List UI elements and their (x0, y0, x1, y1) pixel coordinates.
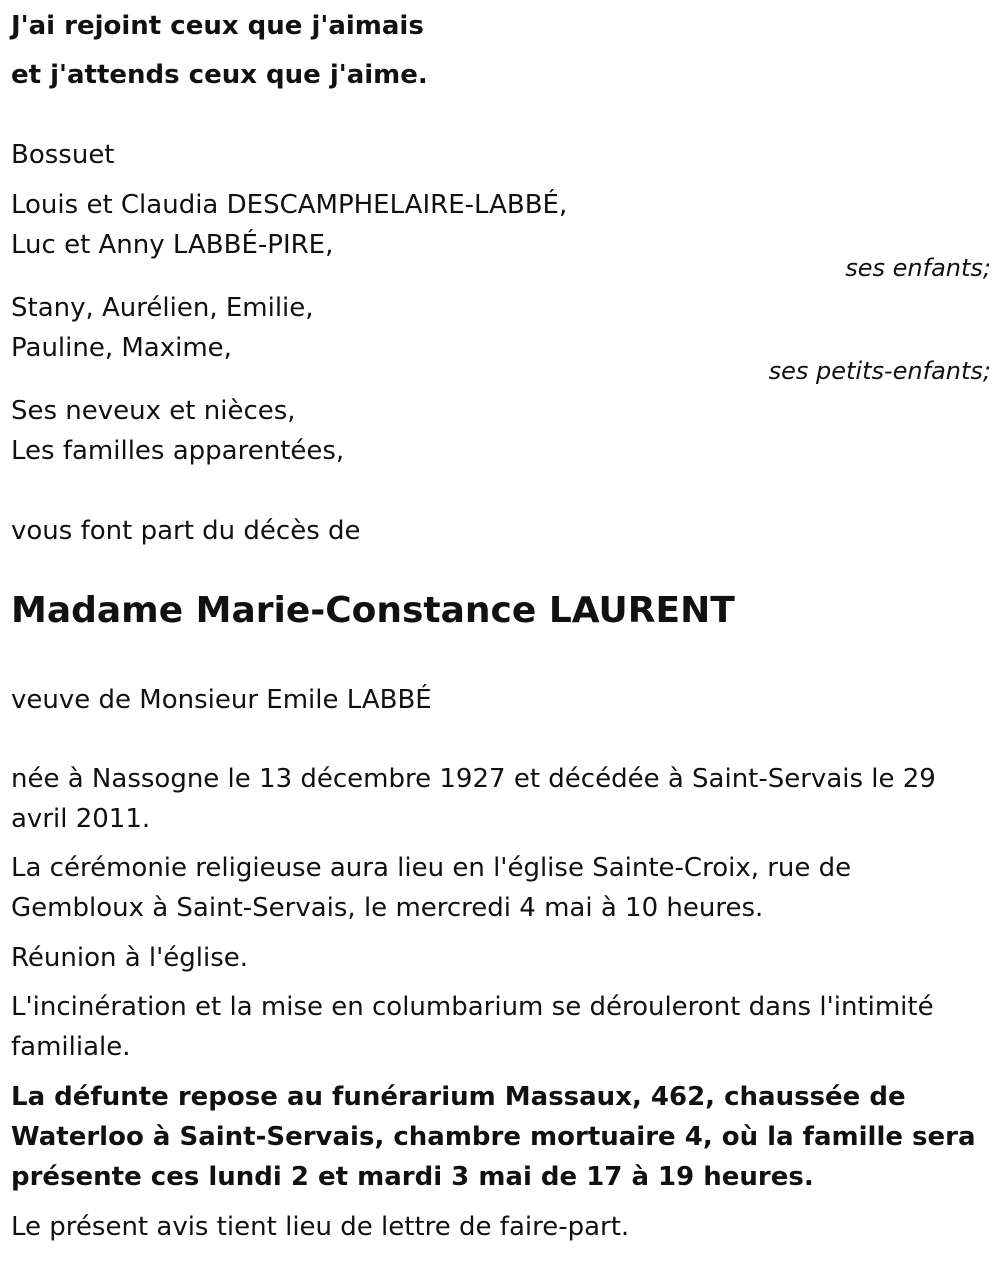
grandchildren-relation: ses petits-enfants; (768, 357, 991, 385)
deceased-name: Madame Marie-Constance LAURENT (11, 590, 735, 631)
ceremony-paragraph: La cérémonie religieuse aura lieu en l'église Sainte-Croix, rue de Gembloux à Saint-Servais, le mercredi 4 mai à 10 heures. (11, 853, 852, 923)
epigraph-line-1: J'ai rejoint ceux que j'aimais (11, 11, 424, 41)
children-name-1: Louis et Claudia DESCAMPHELAIRE-LABBÉ, (11, 190, 568, 220)
announcement: vous font part du décès de (11, 516, 361, 546)
children-relation: ses enfants; (845, 254, 991, 282)
children-name-2: Luc et Anny LABBÉ-PIRE, (11, 230, 334, 260)
epigraph-line-2: et j'attends ceux que j'aime. (11, 60, 428, 90)
relatives-line-2: Les familles apparentées, (11, 436, 345, 466)
place-name: Bossuet (11, 140, 115, 170)
repose-paragraph: La défunte repose au funérarium Massaux, 462, chaussée de Waterloo à Saint-Servais, chambre mortuaire 4, où la famille sera présente ces lundi 2 et mardi 3 mai de 17 à 19 heures. (11, 1082, 976, 1192)
grandchildren-name-2: Pauline, Maxime, (11, 333, 232, 363)
notice-paragraph: Le présent avis tient lieu de lettre de faire-part. (11, 1212, 630, 1242)
grandchildren-name-1: Stany, Aurélien, Emilie, (11, 293, 314, 323)
widow-of: veuve de Monsieur Emile LABBÉ (11, 685, 432, 715)
birth-death-paragraph: née à Nassogne le 13 décembre 1927 et décédée à Saint-Servais le 29 avril 2011. (11, 764, 936, 834)
meeting-paragraph: Réunion à l'église. (11, 943, 249, 973)
relatives-line-1: Ses neveux et nièces, (11, 396, 296, 426)
cremation-paragraph: L'incinération et la mise en columbarium se dérouleront dans l'intimité familiale. (11, 992, 934, 1062)
